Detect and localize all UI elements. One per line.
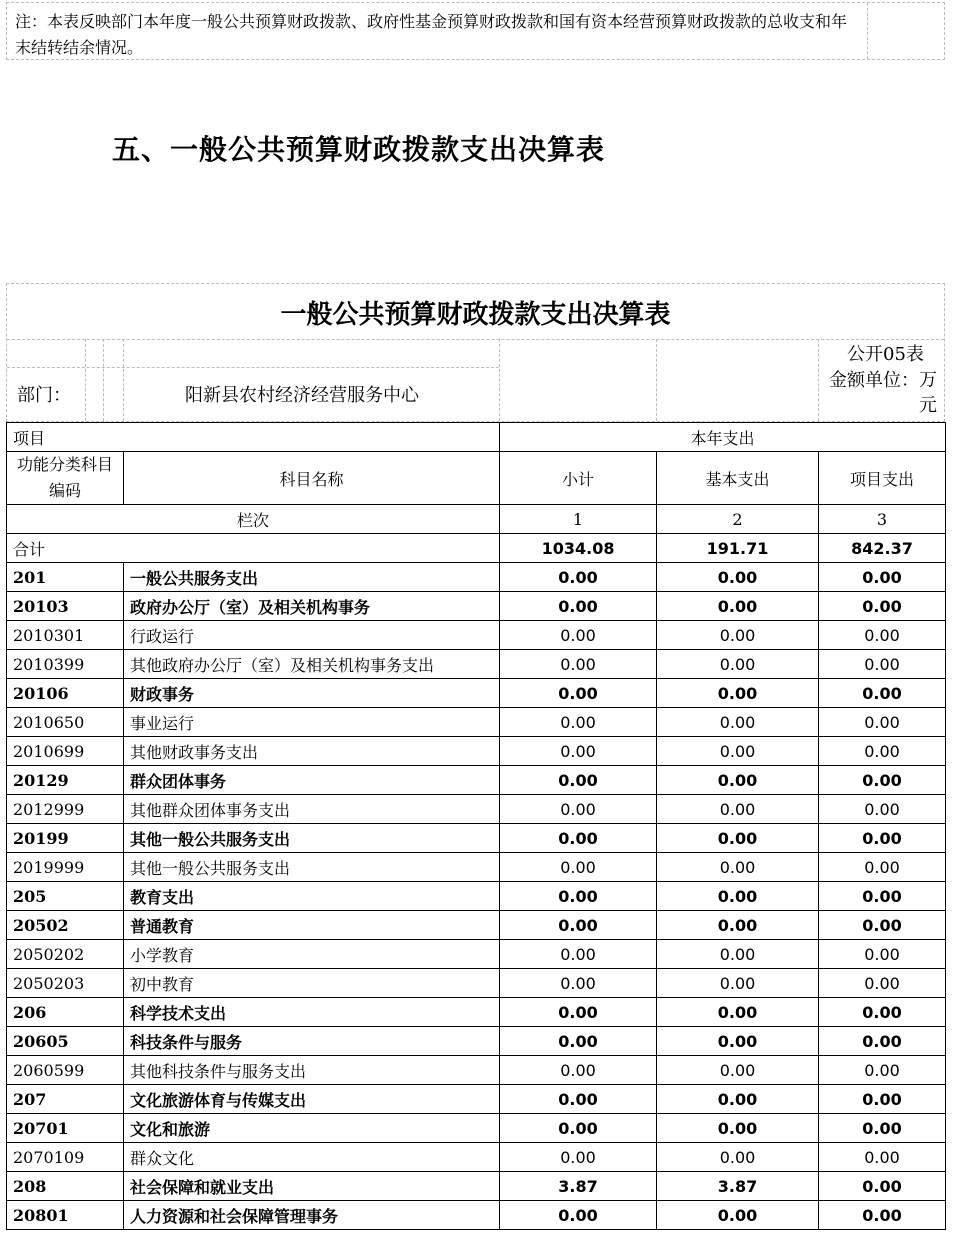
basic-header: 基本支出 <box>657 452 819 505</box>
row-subtotal: 0.00 <box>500 940 657 969</box>
row-subtotal: 0.00 <box>500 679 657 708</box>
row-code: 2010399 <box>7 650 124 679</box>
row-project: 0.00 <box>819 592 946 621</box>
row-name: 科学技术支出 <box>124 998 500 1027</box>
header-divider <box>7 367 499 368</box>
row-basic: 0.00 <box>657 969 819 998</box>
table-row <box>7 1056 946 1085</box>
row-code: 206 <box>7 998 124 1027</box>
row-basic: 0.00 <box>657 795 819 824</box>
row-name: 社会保障和就业支出 <box>124 1172 500 1201</box>
row-basic: 0.00 <box>657 882 819 911</box>
row-code: 2010301 <box>7 621 124 650</box>
row-name: 人力资源和社会保障管理事务 <box>124 1201 500 1230</box>
table-row <box>7 621 946 650</box>
row-code: 207 <box>7 1085 124 1114</box>
row-project: 0.00 <box>819 911 946 940</box>
row-basic: 0.00 <box>657 737 819 766</box>
table-row <box>7 853 946 882</box>
row-subtotal: 0.00 <box>500 1114 657 1143</box>
row-basic: 0.00 <box>657 1027 819 1056</box>
table-row <box>7 708 946 737</box>
table-row <box>7 795 946 824</box>
total-basic: 191.71 <box>657 534 819 563</box>
table-row <box>7 1085 946 1114</box>
row-name: 事业运行 <box>124 708 500 737</box>
subtotal-header: 小计 <box>500 452 657 505</box>
table-number: 公开05表 <box>847 344 924 365</box>
section-heading: 五、一般公共预算财政拨款支出决算表 <box>112 133 606 166</box>
row-subtotal: 3.87 <box>500 1172 657 1201</box>
row-project: 0.00 <box>819 650 946 679</box>
dept-name: 阳新县农村经济经营服务中心 <box>185 385 419 406</box>
row-name: 初中教育 <box>124 969 500 998</box>
row-project: 0.00 <box>819 1085 946 1114</box>
row-name: 群众文化 <box>124 1143 500 1172</box>
row-project: 0.00 <box>819 679 946 708</box>
row-code: 20701 <box>7 1114 124 1143</box>
row-project: 0.00 <box>819 940 946 969</box>
code-header: 功能分类科目编码 <box>7 452 124 505</box>
row-project: 0.00 <box>819 563 946 592</box>
total-project: 842.37 <box>819 534 946 563</box>
row-name: 群众团体事务 <box>124 766 500 795</box>
row-code: 20605 <box>7 1027 124 1056</box>
row-project: 0.00 <box>819 621 946 650</box>
table-header-block <box>6 283 945 422</box>
header-divider <box>85 339 86 421</box>
row-project: 0.00 <box>819 708 946 737</box>
row-subtotal: 0.00 <box>500 1201 657 1230</box>
row-code: 2060599 <box>7 1056 124 1085</box>
table-row <box>7 882 946 911</box>
row-subtotal: 0.00 <box>500 1143 657 1172</box>
header-divider <box>656 339 657 421</box>
row-basic: 0.00 <box>657 853 819 882</box>
row-project: 0.00 <box>819 1056 946 1085</box>
row-project: 0.00 <box>819 1143 946 1172</box>
row-name: 一般公共服务支出 <box>124 563 500 592</box>
table-row <box>7 766 946 795</box>
row-basic: 0.00 <box>657 679 819 708</box>
row-code: 2050203 <box>7 969 124 998</box>
row-code: 2012999 <box>7 795 124 824</box>
row-code: 2070109 <box>7 1143 124 1172</box>
row-code: 20199 <box>7 824 124 853</box>
expenditure-table <box>6 422 946 1230</box>
row-code: 20801 <box>7 1201 124 1230</box>
col-1: 1 <box>500 505 657 534</box>
row-name: 其他财政事务支出 <box>124 737 500 766</box>
row-project: 0.00 <box>819 766 946 795</box>
row-subtotal: 0.00 <box>500 621 657 650</box>
name-header: 科目名称 <box>124 452 500 505</box>
table-row <box>7 563 946 592</box>
row-basic: 0.00 <box>657 1143 819 1172</box>
row-subtotal: 0.00 <box>500 1027 657 1056</box>
row-basic: 0.00 <box>657 824 819 853</box>
row-subtotal: 0.00 <box>500 911 657 940</box>
table-row <box>7 679 946 708</box>
row-subtotal: 0.00 <box>500 824 657 853</box>
row-subtotal: 0.00 <box>500 969 657 998</box>
row-code: 20103 <box>7 592 124 621</box>
header-divider <box>818 339 819 421</box>
row-code: 20106 <box>7 679 124 708</box>
table-title: 一般公共预算财政拨款支出决算表 <box>280 300 671 330</box>
row-code: 2050202 <box>7 940 124 969</box>
row-project: 0.00 <box>819 1114 946 1143</box>
row-name: 其他群众团体事务支出 <box>124 795 500 824</box>
row-code: 2010650 <box>7 708 124 737</box>
row-name: 财政事务 <box>124 679 500 708</box>
row-project: 0.00 <box>819 998 946 1027</box>
note-box <box>6 2 945 60</box>
row-project: 0.00 <box>819 824 946 853</box>
row-basic: 0.00 <box>657 911 819 940</box>
row-subtotal: 0.00 <box>500 882 657 911</box>
row-project: 0.00 <box>819 795 946 824</box>
row-name: 小学教育 <box>124 940 500 969</box>
row-basic: 0.00 <box>657 1056 819 1085</box>
header-divider <box>499 339 500 421</box>
row-basic: 0.00 <box>657 766 819 795</box>
row-name: 行政运行 <box>124 621 500 650</box>
row-name: 其他科技条件与服务支出 <box>124 1056 500 1085</box>
row-subtotal: 0.00 <box>500 766 657 795</box>
row-name: 其他政府办公厅（室）及相关机构事务支出 <box>124 650 500 679</box>
table-row <box>7 1143 946 1172</box>
row-code: 20129 <box>7 766 124 795</box>
row-code: 2010699 <box>7 737 124 766</box>
header-row <box>7 423 946 452</box>
row-name: 政府办公厅（室）及相关机构事务 <box>124 592 500 621</box>
table-row <box>7 969 946 998</box>
table-row <box>7 1201 946 1230</box>
row-basic: 0.00 <box>657 708 819 737</box>
row-basic: 0.00 <box>657 592 819 621</box>
col-3: 3 <box>819 505 946 534</box>
row-basic: 0.00 <box>657 563 819 592</box>
row-subtotal: 0.00 <box>500 1085 657 1114</box>
row-code: 208 <box>7 1172 124 1201</box>
row-project: 0.00 <box>819 1201 946 1230</box>
row-basic: 0.00 <box>657 1085 819 1114</box>
total-label: 合计 <box>7 534 500 563</box>
table-row <box>7 940 946 969</box>
row-basic: 0.00 <box>657 650 819 679</box>
table-row <box>7 650 946 679</box>
total-row <box>7 534 946 563</box>
row-subtotal: 0.00 <box>500 592 657 621</box>
row-project: 0.00 <box>819 1027 946 1056</box>
table-row <box>7 911 946 940</box>
row-code: 201 <box>7 563 124 592</box>
row-basic: 3.87 <box>657 1172 819 1201</box>
header-row <box>7 452 946 505</box>
row-name: 普通教育 <box>124 911 500 940</box>
row-subtotal: 0.00 <box>500 650 657 679</box>
row-basic: 0.00 <box>657 998 819 1027</box>
note-text: 注：本表反映部门本年度一般公共预算财政拨款、政府性基金预算财政拨款和国有资本经营预算财政拨款的总收支和年末结转结余情况。 <box>15 12 848 57</box>
dept-label: 部门： <box>17 385 71 406</box>
row-basic: 0.00 <box>657 940 819 969</box>
row-basic: 0.00 <box>657 621 819 650</box>
row-project: 0.00 <box>819 882 946 911</box>
row-name: 文化旅游体育与传媒支出 <box>124 1085 500 1114</box>
col-2: 2 <box>657 505 819 534</box>
row-subtotal: 0.00 <box>500 1056 657 1085</box>
row-project: 0.00 <box>819 737 946 766</box>
table-row <box>7 592 946 621</box>
column-index-row <box>7 505 946 534</box>
row-name: 教育支出 <box>124 882 500 911</box>
col-label: 栏次 <box>7 505 500 534</box>
row-subtotal: 0.00 <box>500 563 657 592</box>
header-divider <box>103 339 104 421</box>
amount-unit: 金额单位：万元 <box>829 370 937 416</box>
table-row <box>7 1114 946 1143</box>
row-basic: 0.00 <box>657 1114 819 1143</box>
this-year-header: 本年支出 <box>500 423 946 452</box>
row-subtotal: 0.00 <box>500 853 657 882</box>
row-code: 2019999 <box>7 853 124 882</box>
table-row <box>7 824 946 853</box>
row-code: 20502 <box>7 911 124 940</box>
row-subtotal: 0.00 <box>500 795 657 824</box>
row-subtotal: 0.00 <box>500 737 657 766</box>
header-divider <box>123 339 124 421</box>
header-divider <box>7 339 944 340</box>
table-row <box>7 998 946 1027</box>
total-subtotal: 1034.08 <box>500 534 657 563</box>
row-project: 0.00 <box>819 853 946 882</box>
row-subtotal: 0.00 <box>500 998 657 1027</box>
row-project: 0.00 <box>819 1172 946 1201</box>
table-row <box>7 1027 946 1056</box>
project-exp-header: 项目支出 <box>819 452 946 505</box>
note-divider <box>867 3 868 59</box>
row-project: 0.00 <box>819 969 946 998</box>
row-name: 科技条件与服务 <box>124 1027 500 1056</box>
row-basic: 0.00 <box>657 1201 819 1230</box>
project-header: 项目 <box>7 423 500 452</box>
row-subtotal: 0.00 <box>500 708 657 737</box>
row-name: 文化和旅游 <box>124 1114 500 1143</box>
row-name: 其他一般公共服务支出 <box>124 853 500 882</box>
row-name: 其他一般公共服务支出 <box>124 824 500 853</box>
row-code: 205 <box>7 882 124 911</box>
table-row <box>7 1172 946 1201</box>
table-row <box>7 737 946 766</box>
